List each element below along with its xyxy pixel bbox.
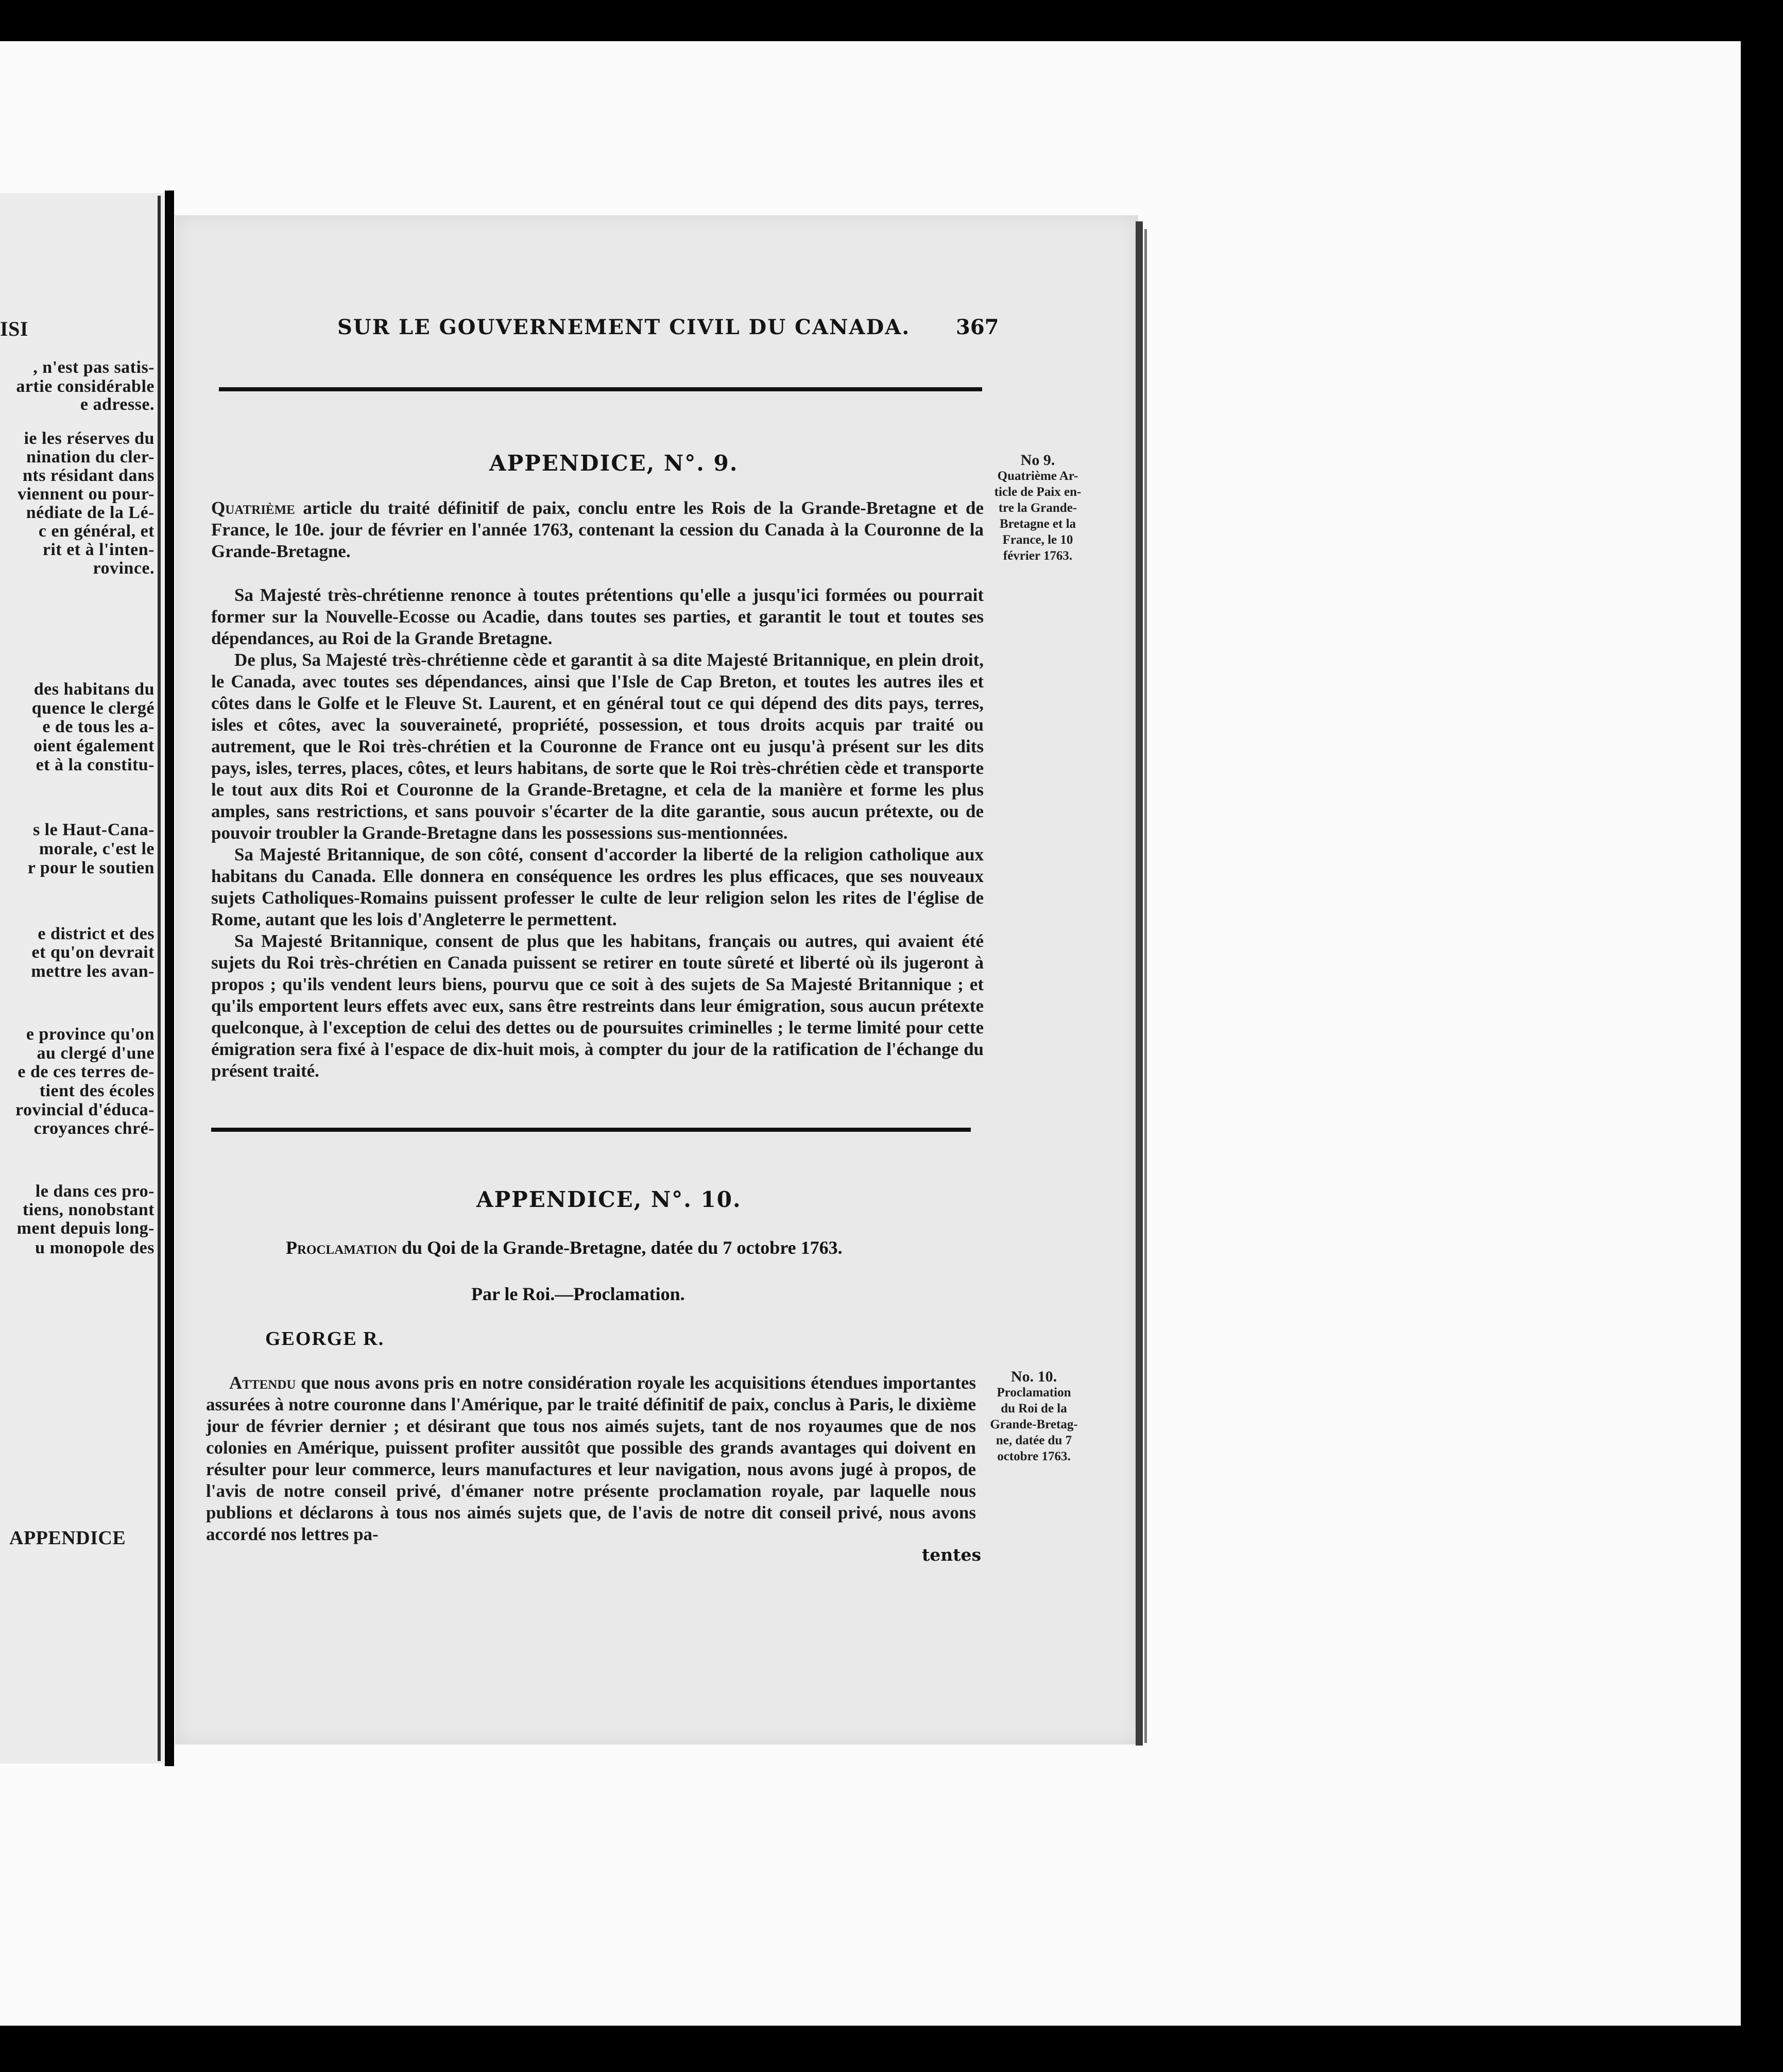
margin-note-line: No 9.	[1020, 452, 1055, 469]
catchword: tentes	[922, 1545, 982, 1565]
left-page-line: u monopole des	[35, 1238, 155, 1257]
left-page-line: rovince.	[93, 559, 155, 578]
page-number: 367	[956, 315, 999, 339]
left-page-line: r pour le soutien	[27, 858, 155, 877]
margin-note-line: février 1763.	[1003, 549, 1073, 563]
appendix-10-title: APPENDICE, N°. 10.	[476, 1187, 742, 1212]
left-page-line: croyances chré-	[33, 1119, 155, 1138]
left-page-line: nédiate de la Lé-	[26, 503, 155, 522]
margin-note-line: France, le 10	[1002, 533, 1073, 547]
left-page-line: e province qu'on	[26, 1025, 155, 1044]
margin-note-line: Grande-Bretag-	[990, 1418, 1078, 1431]
running-title: SUR LE GOUVERNEMENT CIVIL DU CANADA.	[337, 315, 911, 339]
appendix-9-summary-text: article du traité définitif de paix, conclu entre les Rois de la Grande-Bretagne et de France, le 10e. jour de février en l'année 1763, contenant la cession du Canada à la Couronne de la Grande-Bretagne.	[211, 498, 984, 561]
left-page-line: rit et à l'inten-	[42, 540, 155, 559]
scan-top-border	[0, 0, 1741, 41]
appendix-10-body	[206, 1372, 976, 1545]
margin-note-appendix-9	[968, 452, 1107, 564]
left-page-line: viennent ou pour-	[17, 485, 155, 504]
left-page-line: c en général, et	[38, 522, 155, 541]
left-page-line: oient également	[33, 736, 155, 755]
margin-note-line: octobre 1763.	[997, 1449, 1071, 1463]
left-page-line: e de tous les a-	[42, 717, 155, 736]
appendix-10-body-lead: Attendu	[229, 1373, 296, 1393]
par-le-roi: Par le Roi.—Proclamation.	[471, 1284, 685, 1304]
left-page-line: tient des écoles	[39, 1081, 155, 1100]
margin-note-line: du Roi de la	[1001, 1402, 1067, 1415]
left-page-line: nination du cler-	[26, 447, 155, 467]
proclamation-heading	[286, 1237, 843, 1258]
left-page-line: et qu'on devrait	[31, 943, 155, 962]
appendix-9-body	[211, 584, 984, 1082]
appendix-9-title: APPENDICE, N°. 9.	[489, 451, 739, 476]
appendix-9-summary	[211, 497, 984, 562]
appendix-9-summary-lead: Quatrième	[211, 498, 295, 518]
left-page-edge	[158, 196, 161, 1761]
page-right-edge	[1136, 221, 1143, 1746]
left-page-line: et à la constitu-	[36, 755, 155, 774]
left-page-line: au clergé d'une	[37, 1044, 155, 1063]
left-page-line: s le Haut-Cana-	[32, 820, 155, 839]
left-page-line: e district et des	[38, 924, 155, 943]
appendix-9-paragraph: Sa Majesté Britannique, de son côté, consent d'accorder la liberté de la religion catholique aux habitans du Canada. Elle donnera en conséquence les ordres les plus efficaces, que ses nouveaux sujets Catholiques-Romains puissent professer le culte de leur religion selon les rites de l'église de Rome, autant que les lois d'Angleterre le permettent.	[211, 844, 984, 929]
left-page-line: quence le clergé	[31, 699, 155, 718]
margin-note-appendix-10	[966, 1369, 1102, 1464]
left-page-line: ie les réserves du	[24, 429, 155, 448]
page-right-edge-shadow	[1144, 229, 1147, 1743]
left-page-line: ISI	[0, 317, 28, 340]
left-page-line: nts résidant dans	[22, 466, 155, 485]
left-page-line: des habitans du	[33, 680, 155, 699]
margin-note-line: ne, datée du 7	[996, 1434, 1072, 1447]
appendix-9-paragraph: Sa Majesté Britannique, consent de plus que les habitans, français ou autres, qui avaient été sujets du Roi très-chrétien en Canada puissent se retirer en toute sûreté et liberté où ils jugeront à propos ; qu'ils vendent leurs biens, pourvu que ce soit à des sujets de Sa Majesté Britannique ; et qu'ils emportent leurs effets avec eux, sans être restreints dans leur émigration, sous aucun prétexte quelconque, à l'exception de celui des dettes ou de poursuites criminelles ; le terme limité pour cette émigration sera fixé à l'espace de dix-huit mois, à compter du jour de la ratification de l'échange du présent traité.	[211, 931, 984, 1081]
appendix-9-paragraph: De plus, Sa Majesté très-chrétienne cède et garantit à sa dite Majesté Britannique, en plein droit, le Canada, avec toutes ses dépendances, ainsi que l'Isle de Cap Breton, et toutes les autres iles et côtes dans le Golfe et le Fleuve St. Laurent, et en général tout ce qui dépend des dits pays, terres, isles et côtes, avec la souveraineté, propriété, possession, et tous droits acquis par traité ou autrement, que le Roi très-chrétien et la Couronne de France ont eu jusqu'à présent sur les dits pays, isles, terres, places, côtes, et leurs habitans, de sorte que le Roi très-chrétien cède et transporte le tout aux dits Roi et Couronne de la Grande-Bretagne, et cela de la manière et forme les plus amples, sans restrictions, et sans pouvoir s'écarter de la dite garantie, sous aucun prétexte, ou de pouvoir troubler la Grande-Bretagne dans les possessions sus-mentionnées.	[211, 650, 984, 843]
left-page-line: mettre les avan-	[31, 962, 155, 981]
left-page-line: le dans ces pro-	[35, 1182, 155, 1201]
margin-note-line: Quatrième Ar-	[997, 469, 1078, 483]
margin-note-line: Proclamation	[997, 1386, 1071, 1400]
book-spine	[165, 191, 174, 1766]
margin-note-line: No. 10.	[1010, 1368, 1057, 1385]
appendix-10-body-text: que nous avons pris en notre considération royale les acquisitions étendues importantes assurées à notre couronne dans l'Amérique, par le traité définitif de paix, conclus à Paris, le dixième jour de février dernier ; et désirant que tous nos aimés sujets, tant de nos royaumes que de nos colonies en Amérique, puissent profiter aussitôt que possible des grands avantages qui doivent en résulter pour leur commerce, leurs manufactures et leur navigation, nous avons jugé à propos, de l'avis de notre conseil privé, d'émaner notre présente proclamation royale, par laquelle nous publions et déclarons à tous nos aimés sujets que, de l'avis de notre dit conseil privé, nous avons accordé nos lettres pa-	[206, 1373, 976, 1544]
margin-note-line: Bretagne et la	[999, 517, 1076, 531]
left-page-line: e de ces terres de-	[18, 1062, 155, 1081]
proclamation-lead: Proclamation	[286, 1237, 397, 1258]
left-page-line: artie considérable	[16, 377, 155, 396]
left-facing-page	[0, 193, 164, 1764]
appendix-9-paragraph: Sa Majesté très-chrétienne renonce à toutes prétentions qu'elle a jusqu'ici formées ou pourrait former sur la Nouvelle-Ecosse ou Acadie, dans toutes ses parties, et garantit le tout et toutes ses dépendances, au Roi de la Grande Bretagne.	[211, 585, 984, 648]
header-rule	[219, 387, 982, 391]
proclamation-text: du Qoi de la Grande-Bretagne, datée du 7 octobre 1763.	[401, 1237, 843, 1258]
section-rule	[211, 1128, 971, 1132]
left-page-line: e adresse.	[80, 395, 155, 414]
left-page-line: ment depuis long-	[16, 1219, 155, 1238]
scan-bottom-border	[0, 2026, 1783, 2072]
left-page-line: morale, c'est le	[39, 839, 155, 858]
left-page-line: tiens, nonobstant	[22, 1200, 155, 1219]
scan-right-border	[1741, 0, 1783, 2072]
left-page-line: , n'est pas satis-	[33, 358, 155, 377]
margin-note-line: ticle de Paix en-	[994, 485, 1082, 499]
margin-note-line: tre la Grande-	[998, 501, 1077, 515]
signature-george-r: GEORGE R.	[265, 1328, 385, 1350]
left-page-line: rovincial d'éduca-	[15, 1100, 155, 1119]
left-page-line: APPENDICE	[9, 1527, 126, 1549]
